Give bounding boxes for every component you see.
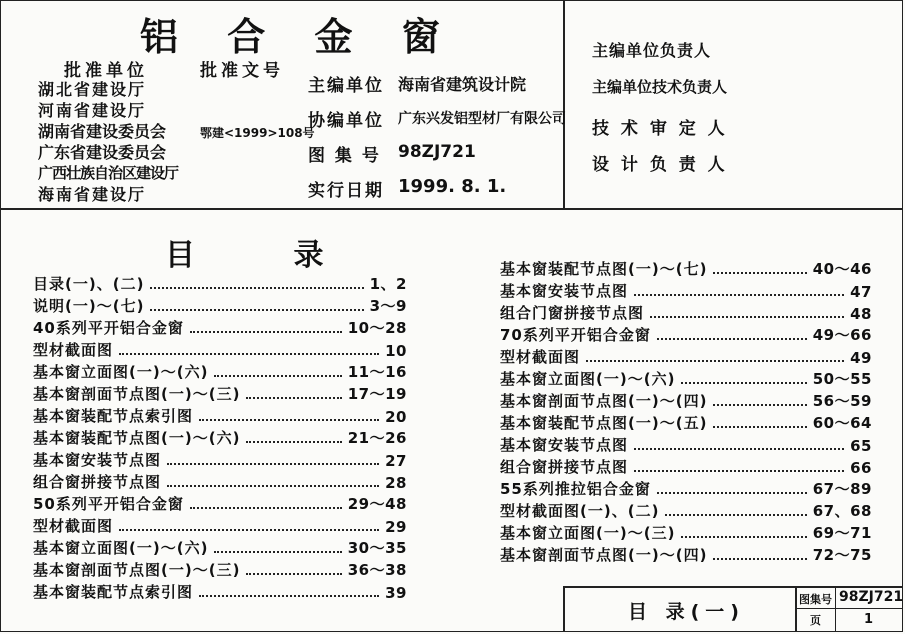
atlas-no-value: 98ZJ721 — [839, 589, 904, 605]
field-value-effective-date: 1999. 8. 1. — [398, 176, 507, 197]
header-vertical-divider — [563, 0, 565, 209]
toc-entry-pages: 21～26 — [347, 429, 407, 447]
approval-unit: 河南省建设厅 — [38, 101, 147, 120]
leader-dots — [634, 448, 844, 450]
field-value-co-editor: 广东兴发铝型材厂有限公司 — [398, 111, 566, 127]
approval-doc-label: 批准文号 — [200, 61, 284, 81]
leader-dots — [214, 551, 341, 553]
toc-entry[interactable] — [33, 558, 407, 580]
leader-dots — [681, 382, 806, 384]
toc-entry[interactable] — [500, 279, 872, 301]
field-label-co-editor: 协编单位 — [308, 111, 384, 131]
toc-entry[interactable] — [500, 455, 872, 477]
toc-entry-title: 基本窗剖面节点图(一)～(三) — [33, 561, 241, 579]
toc-entry[interactable] — [33, 294, 407, 316]
leader-dots — [119, 353, 379, 355]
toc-entry-pages: 67、68 — [812, 502, 872, 520]
toc-entry-title: 基本窗安装节点图 — [33, 451, 162, 469]
leader-dots — [199, 595, 379, 597]
toc-entry-pages: 20 — [385, 408, 407, 426]
leader-dots — [199, 419, 379, 421]
toc-entry-pages: 49～66 — [812, 326, 872, 344]
toc-entry[interactable] — [33, 580, 407, 602]
toc-entry-title: 基本窗立面图(一)～(六) — [33, 539, 209, 557]
leader-dots — [246, 441, 341, 443]
toc-heading: 目 录 — [165, 238, 368, 273]
toc-entry-pages: 39 — [385, 584, 407, 602]
toc-entry-title: 基本窗立面图(一)～(六) — [500, 370, 676, 388]
toc-entry-title: 40系列平开铝合金窗 — [33, 319, 184, 337]
toc-entry-pages: 10～28 — [347, 319, 407, 337]
toc-entry-title: 基本窗安装节点图 — [500, 436, 629, 454]
toc-entry-pages: 50～55 — [812, 370, 872, 388]
toc-entry-title: 基本窗剖面节点图(一)～(三) — [33, 385, 241, 403]
role-technical-reviewer: 技 术 审 定 人 — [592, 119, 728, 139]
toc-entry-pages: 17～19 — [347, 385, 407, 403]
toc-entry-pages: 27 — [385, 452, 407, 470]
page-label: 页 — [810, 614, 821, 627]
leader-dots — [650, 316, 844, 318]
atlas-no-label: 图集号 — [799, 593, 832, 606]
toc-entry-pages: 56～59 — [812, 392, 872, 410]
title-block-row-divider — [795, 608, 903, 609]
approval-unit: 广东省建设委员会 — [38, 143, 167, 162]
toc-entry[interactable] — [500, 389, 872, 411]
leader-dots — [657, 338, 807, 340]
toc-entry-title: 70系列平开铝合金窗 — [500, 326, 651, 344]
toc-entry[interactable] — [33, 514, 407, 536]
toc-entry[interactable] — [500, 521, 872, 543]
toc-entry-pages: 66 — [850, 459, 872, 477]
toc-entry[interactable] — [500, 499, 872, 521]
leader-dots — [713, 426, 806, 428]
approval-unit-list — [38, 79, 178, 205]
leader-dots — [150, 309, 363, 311]
toc-entry-pages: 11～16 — [347, 363, 407, 381]
toc-entry-pages: 28 — [385, 474, 407, 492]
toc-entry[interactable] — [33, 404, 407, 426]
leader-dots — [167, 485, 379, 487]
toc-entry-title: 型材截面图 — [33, 517, 114, 535]
field-label-atlas-number: 图 集 号 — [308, 146, 381, 166]
toc-entry-title: 组合门窗拼接节点图 — [500, 304, 645, 322]
leader-dots — [634, 470, 844, 472]
header-divider — [0, 208, 903, 210]
toc-entry[interactable] — [500, 411, 872, 433]
toc-entry[interactable] — [500, 433, 872, 455]
leader-dots — [713, 558, 806, 560]
toc-entry[interactable] — [33, 316, 407, 338]
toc-entry-pages: 65 — [850, 437, 872, 455]
toc-entry-title: 基本窗装配节点索引图 — [33, 583, 194, 601]
leader-dots — [246, 573, 341, 575]
approval-unit: 湖南省建设委员会 — [38, 122, 167, 141]
toc-entry-pages: 30～35 — [347, 539, 407, 557]
toc-entry-title: 基本窗装配节点图(一)～(六) — [33, 429, 241, 447]
toc-entry-pages: 36～38 — [347, 561, 407, 579]
leader-dots — [713, 404, 806, 406]
toc-entry-pages: 67～89 — [812, 480, 872, 498]
field-label-effective-date: 实行日期 — [308, 181, 384, 201]
toc-entry-title: 基本窗装配节点索引图 — [33, 407, 194, 425]
leader-dots — [214, 375, 341, 377]
toc-entry-pages: 1、2 — [369, 275, 407, 293]
toc-entry-title: 组合窗拼接节点图 — [33, 473, 162, 491]
toc-entry-title: 型材截面图 — [500, 348, 581, 366]
toc-entry-pages: 47 — [850, 283, 872, 301]
toc-entry-pages: 48 — [850, 305, 872, 323]
page-number: 1 — [864, 612, 874, 627]
toc-entry[interactable] — [500, 323, 872, 345]
toc-entry[interactable] — [33, 338, 407, 360]
field-label-chief-editor: 主编单位 — [308, 76, 384, 96]
toc-entry-title: 基本窗装配节点图(一)～(七) — [500, 260, 708, 278]
toc-entry[interactable] — [33, 382, 407, 404]
title-block-divider — [795, 586, 797, 632]
approval-doc-number: 鄂建<1999>108号 — [200, 126, 315, 140]
toc-entry[interactable] — [500, 367, 872, 389]
approval-unit-label: 批准单位 — [64, 61, 148, 81]
leader-dots — [634, 294, 844, 296]
toc-entry-pages: 69～71 — [812, 524, 872, 542]
toc-entry-title: 50系列平开铝合金窗 — [33, 495, 184, 513]
toc-entry[interactable] — [500, 301, 872, 323]
toc-entry-pages: 3～9 — [369, 297, 407, 315]
toc-entry-title: 基本窗剖面节点图(一)～(四) — [500, 392, 708, 410]
field-value-chief-editor: 海南省建筑设计院 — [398, 75, 527, 94]
sheet-title: 目 录(一) — [628, 601, 745, 623]
leader-dots — [119, 529, 379, 531]
toc-entry-title: 型材截面图 — [33, 341, 114, 359]
leader-dots — [167, 463, 379, 465]
toc-entry-title: 基本窗安装节点图 — [500, 282, 629, 300]
leader-dots — [657, 492, 807, 494]
toc-entry-title: 基本窗装配节点图(一)～(五) — [500, 414, 708, 432]
atlas-title: 铝 合 金 窗 — [140, 14, 458, 59]
leader-dots — [246, 397, 341, 399]
approval-unit: 海南省建设厅 — [38, 185, 147, 204]
toc-entry[interactable] — [33, 426, 407, 448]
leader-dots — [150, 287, 363, 289]
toc-entry-pages: 49 — [850, 349, 872, 367]
toc-entry[interactable] — [33, 360, 407, 382]
approval-unit: 广西壮族自治区建设厅 — [38, 164, 179, 182]
role-design-lead: 设 计 负 责 人 — [592, 155, 728, 175]
role-chief-technical-head: 主编单位技术负责人 — [592, 78, 728, 96]
toc-entry-title: 目录(一)、(二) — [33, 275, 145, 293]
field-value-atlas-number: 98ZJ721 — [398, 142, 476, 162]
toc-entry[interactable] — [500, 543, 872, 565]
toc-entry-pages: 60～64 — [812, 414, 872, 432]
toc-entry[interactable] — [500, 345, 872, 367]
toc-entry[interactable] — [33, 470, 407, 492]
toc-entry[interactable] — [33, 536, 407, 558]
toc-entry[interactable] — [33, 272, 407, 294]
toc-entry-title: 基本窗立面图(一)～(六) — [33, 363, 209, 381]
toc-entry[interactable] — [33, 492, 407, 514]
title-block-divider — [835, 586, 836, 632]
toc-entry[interactable] — [500, 257, 872, 279]
leader-dots — [190, 507, 342, 509]
toc-entry-title: 组合窗拼接节点图 — [500, 458, 629, 476]
toc-entry-pages: 10 — [385, 342, 407, 360]
toc-entry-title: 55系列推拉铝合金窗 — [500, 480, 651, 498]
toc-entry-title: 基本窗立面图(一)～(三) — [500, 524, 676, 542]
toc-entry-pages: 72～75 — [812, 546, 872, 564]
role-chief-unit-head: 主编单位负责人 — [592, 41, 712, 60]
toc-entry-pages: 29～48 — [347, 495, 407, 513]
toc-entry-title: 型材截面图(一)、(二) — [500, 502, 660, 520]
approval-unit: 湖北省建设厅 — [38, 80, 147, 99]
toc-entry[interactable] — [500, 477, 872, 499]
leader-dots — [190, 331, 342, 333]
toc-entry-title: 基本窗剖面节点图(一)～(四) — [500, 546, 708, 564]
leader-dots — [665, 514, 806, 516]
leader-dots — [681, 536, 806, 538]
leader-dots — [713, 272, 806, 274]
toc-entry-title: 说明(一)～(七) — [33, 297, 145, 315]
toc-entry[interactable] — [33, 448, 407, 470]
toc-entry-pages: 40～46 — [812, 260, 872, 278]
leader-dots — [586, 360, 844, 362]
toc-entry-pages: 29 — [385, 518, 407, 536]
